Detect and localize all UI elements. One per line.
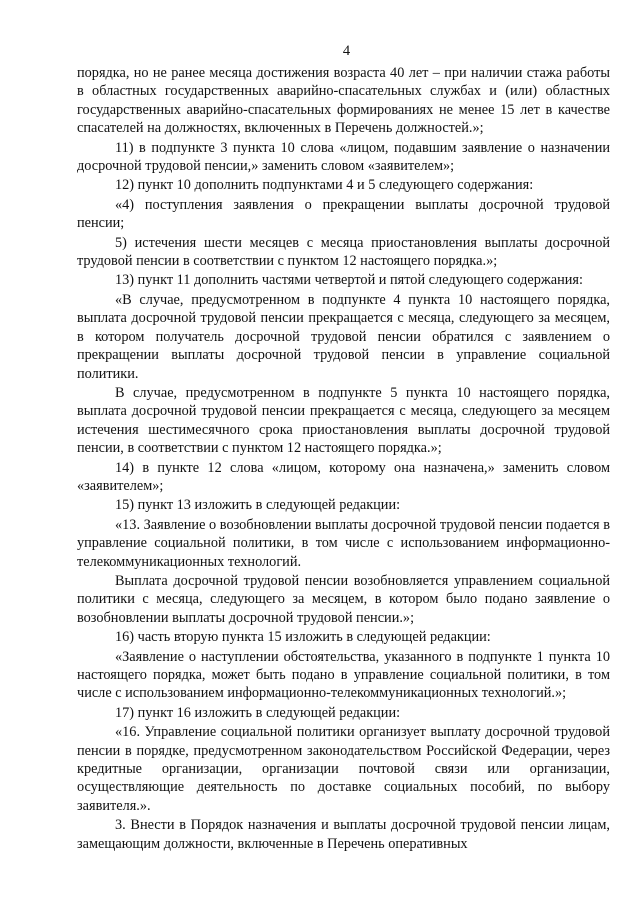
paragraph: 5) истечения шести месяцев с месяца приостановления выплаты досрочной трудовой пенсии в соответствии с пунктом 12 настоящего порядка.»; [77,234,610,270]
page-number: 4 [342,43,351,59]
paragraph: 14) в пункте 12 слова «лицом, которому она назначена,» заменить словом «заявителем»; [77,459,610,494]
paragraph: «4) поступления заявления о прекращении выплаты досрочной трудовой пенсии; [77,196,610,232]
paragraph: «13. Заявление о возобновлении выплаты досрочной трудовой пенсии подается в управление социальной политики, в том числе с использованием информационно-телекоммуникационных технологий. [77,516,610,570]
paragraph: Выплата досрочной трудовой пенсии возобновляется управлением социальной политики с месяца, следующего за месяцем, в котором было подано заявление о возобновлении выплаты досрочной трудовой пенсии.»; [77,572,610,626]
paragraph: 15) пункт 13 изложить в следующей редакции: [115,497,401,514]
paragraph: 11) в подпункте 3 пункта 10 слова «лицом, подавшим заявление о назначении досрочной трудовой пенсии,» заменить словом «заявителем»; [77,139,610,175]
paragraph: порядка, но не ранее месяца достижения возраста 40 лет – при наличии стажа работы в областных государственных аварийно-спасательных службах и (или) областных государственных аварийно-спасательных формированиях не менее 15 лет в качестве спасателей на должностях, включенных в Перечень должностей.»; [77,65,610,137]
paragraph: «16. Управление социальной политики организует выплату досрочной трудовой пенсии в порядке, предусмотренном законодательством Российской Федерации, через кредитные организации, организации почтовой связи или организации, осуществляющие деятельность по доставке социальных пособий, по выбору заявителя.». [77,724,610,814]
paragraph: 3. Внести в Порядок назначения и выплаты досрочной трудовой пенсии лицам, замещающим должности, включенные в Перечень оперативных [77,817,610,852]
paragraph: «В случае, предусмотренном в подпункте 4 пункта 10 настоящего порядка, выплата досрочной трудовой пенсии прекращается с месяца, следующего за месяцем, в котором получатель досрочной трудовой пенсии обратился с заявлением о прекращении выплаты досрочной трудовой пенсии в управление социальной политики. [77,291,610,382]
document-body [77,64,610,853]
paragraph: 17) пункт 16 изложить в следующей редакции: [115,704,401,721]
paragraph: «Заявление о наступлении обстоятельства, указанного в подпункте 1 пункта 10 настоящего порядка, может быть подано в управление социальной политики, в том числе с использованием информационно-телекоммуникационных технологий.»; [77,648,610,702]
paragraph: 16) часть вторую пункта 15 изложить в следующей редакции: [115,629,491,646]
paragraph: 12) пункт 10 дополнить подпунктами 4 и 5 следующего содержания: [115,177,534,194]
paragraph: В случае, предусмотренном в подпункте 5 пункта 10 настоящего порядка, выплата досрочной трудовой пенсии прекращается с месяца, следующего за месяцем истечения шестимесячного срока приостановления выплаты досрочной трудовой пенсии, в соответствии с пунктом 12 настоящего порядка.»; [77,384,610,457]
paragraph: 13) пункт 11 дополнить частями четвертой и пятой следующего содержания: [115,272,583,289]
